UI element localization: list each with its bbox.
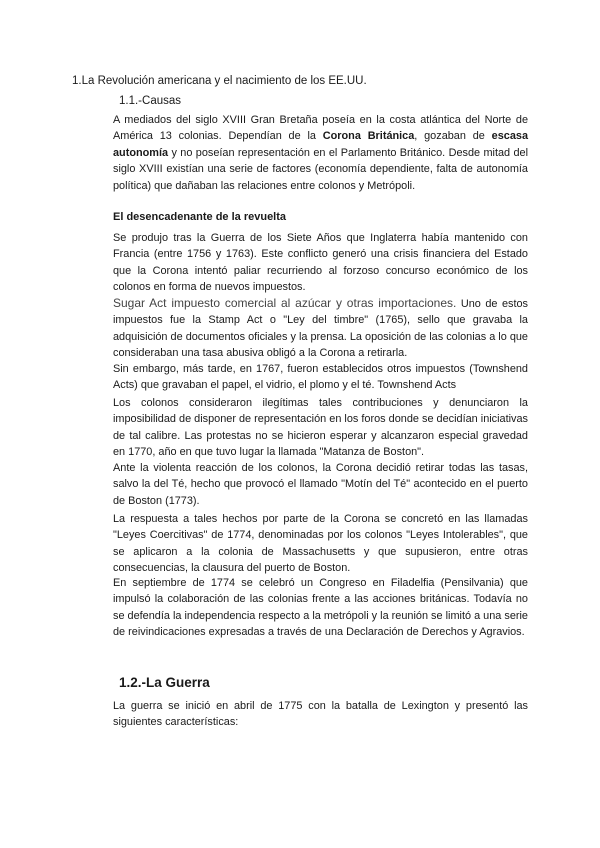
paragraph-congreso: En septiembre de 1774 se celebró un Congreso en Filadelfia (Pensilvania) que impulsó la colaboración de las colonias frente a las acciones británicas. Todavía no se defendía la independencia respecto a la metrópoli y la reunión se limitó a una serie de reivindicaciones expresadas a través de una Declaración de Derechos y Agravios. [113,577,528,639]
paragraph-motin-te: Ante la violenta reacción de los colonos, la Corona decidió retirar todas las tasas, salvo la del Té, hecho que provocó el llamado "Motín del Té" acontecido en el puerto de Boston (1773). [113,462,528,507]
section-heading-1-2: 1.2.-La Guerra [119,675,210,690]
section-heading-1-1: 1.1.-Causas [119,95,182,107]
section-heading-1: 1.La Revolución americana y el nacimiento de los EE.UU. [72,75,367,87]
subheading-revuelta: El desencadenante de la revuelta [113,211,287,223]
paragraph-la-guerra: La guerra se inició en abril de 1775 con la batalla de Lexington y presentó las siguientes características: [113,700,528,729]
paragraph-colonos: Los colonos consideraron ilegítimas tales contribuciones y denunciaron la imposibilidad de disponer de representación en los foros donde se decidían iniciativas de tal calibre. Las protestas no se hicieron esperar y alcanzaron especial gravedad en 1770, año en que tuvo lugar la llamada "Matanza de Boston". [113,397,528,459]
sugar-act-lead: Sugar Act impuesto comercial al azúcar y otras importaciones. [113,296,457,310]
stamp-act-text: Uno de estos impuestos fue la Stamp Act o "Ley del timbre" (1765), sello que gravaba la adquisición de documentos oficiales y la prensa. La oposición de las colonias a lo que consideraban una tasa abusiva obligó a la Corona a retirarla. [113,298,528,360]
paragraph-leyes-coercitivas: La respuesta a tales hechos por parte de la Corona se concretó en las llamadas "Leyes Coercitivas" de 1774, denominadas por los colonos "Leyes Intolerables", que se aplicaron a la colonia de Massachusetts y que supusieron, entre otras consecuencias, la clausura del puerto de Boston. [113,513,528,575]
paragraph-stamp-act [113,295,528,362]
intro-text-3: y no poseían representación en el Parlamento Británico. Desde mitad del siglo XVIII existían una serie de factores (economía dependiente, falta de autonomía política) que dañaban las relaciones entre colonos y Metrópoli. [113,146,528,192]
paragraph-townshend: Sin embargo, más tarde, en 1767, fueron establecidos otros impuestos (Townshend Acts) que gravaban el papel, el vidrio, el plomo y el té. Townshend Acts [113,363,528,392]
intro-bold-1: Corona Británica [322,130,415,143]
intro-bold-2: escasa autonomía [113,130,528,159]
paragraph-guerra-siete-anos: Se produjo tras la Guerra de los Siete Años que Inglaterra había mantenido con Francia (entre 1756 y 1763). Este conflicto generó una crisis financiera del Estado que la Corona intentó paliar recurriendo al forzoso concurso económico de los colonos en forma de nuevos impuestos. [113,232,528,294]
intro-text-2: , gozaban de [414,130,492,143]
intro-paragraph [113,112,528,194]
intro-text-1: A mediados del siglo XVIII Gran Bretaña poseía en la costa atlántica del Norte de América 13 colonias. Dependían de la [113,114,528,143]
